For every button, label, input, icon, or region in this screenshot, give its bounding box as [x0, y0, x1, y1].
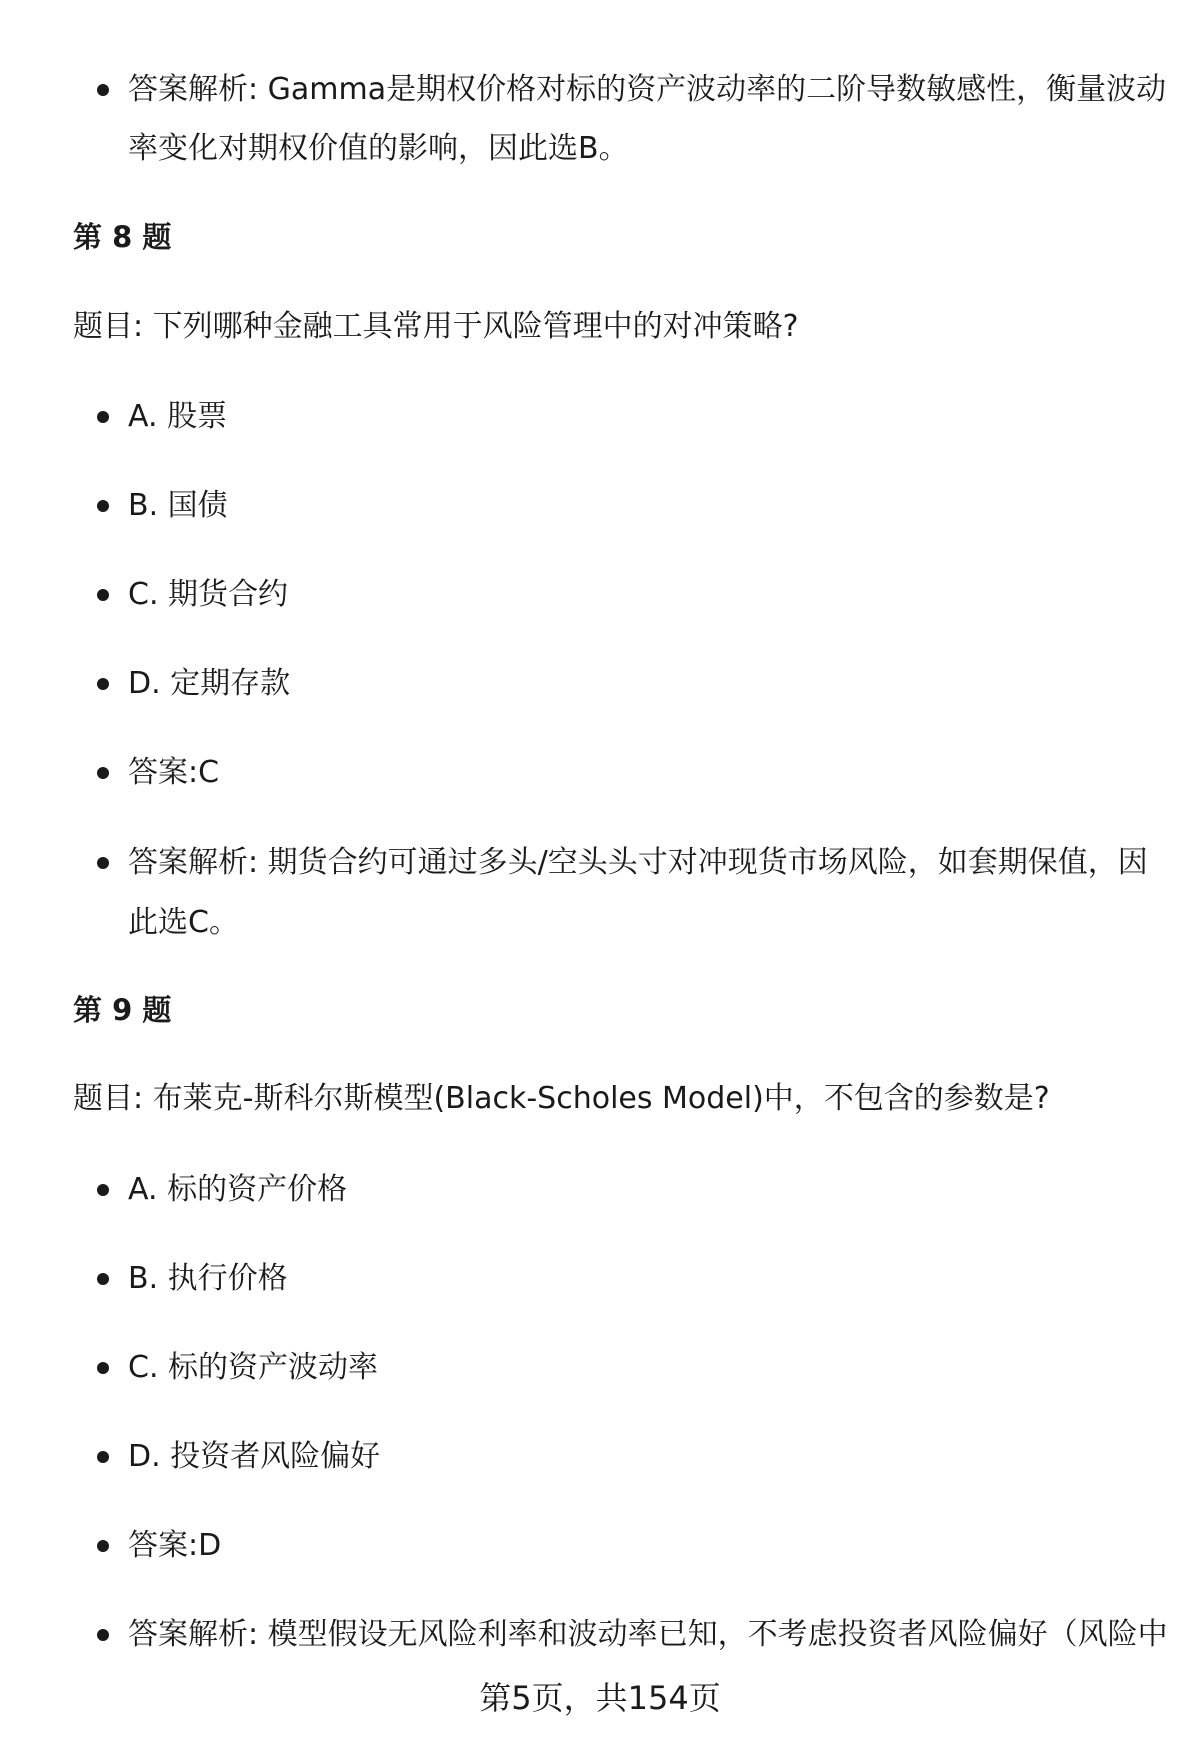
q9-option-c: C. 标的资产波动率 — [128, 1350, 379, 1385]
q8-option-c: C. 期货合约 — [128, 577, 289, 612]
bullet-icon — [97, 1273, 109, 1285]
q7-explanation: 答案解析: Gamma是期权价格对标的资产波动率的二阶导数敏感性，衡量波动 — [128, 72, 1167, 107]
bullet-icon — [97, 500, 109, 512]
q9-option-a: A. 标的资产价格 — [128, 1172, 348, 1207]
q8-explanation: 答案解析: 期货合约可通过多头/空头头寸对冲现货市场风险，如套期保值，因 — [128, 845, 1148, 880]
q8-prompt: 题目: 下列哪种金融工具常用于风险管理中的对冲策略? — [73, 309, 799, 344]
q8-answer: 答案:C — [128, 755, 220, 790]
bullet-icon — [97, 589, 109, 601]
bullet-icon — [97, 1629, 109, 1641]
bullet-icon — [97, 411, 109, 423]
bullet-icon — [97, 857, 109, 869]
bullet-icon — [97, 84, 109, 96]
bullet-icon — [97, 1184, 109, 1196]
q9-prompt: 题目: 布莱克-斯科尔斯模型(Black-Scholes Model)中，不包含的参数是? — [73, 1081, 1050, 1116]
bullet-icon — [97, 767, 109, 779]
q7-explanation-continued: 率变化对期权价值的影响，因此选B。 — [128, 131, 629, 166]
q9-answer: 答案:D — [128, 1528, 222, 1563]
page-number: 第5页，共154页 — [479, 1679, 721, 1717]
q8-explanation-continued: 此选C。 — [128, 905, 239, 940]
bullet-icon — [97, 1540, 109, 1552]
q8-heading: 第 8 题 — [73, 220, 172, 254]
q9-option-d: D. 投资者风险偏好 — [128, 1439, 381, 1474]
q8-option-b: B. 国债 — [128, 488, 228, 523]
bullet-icon — [97, 1362, 109, 1374]
q9-heading: 第 9 题 — [73, 993, 172, 1027]
q9-option-b: B. 执行价格 — [128, 1261, 288, 1296]
q8-option-a: A. 股票 — [128, 399, 228, 434]
q9-explanation: 答案解析: 模型假设无风险利率和波动率已知，不考虑投资者风险偏好（风险中 — [128, 1617, 1168, 1652]
bullet-icon — [97, 678, 109, 690]
q8-option-d: D. 定期存款 — [128, 666, 291, 701]
bullet-icon — [97, 1451, 109, 1463]
